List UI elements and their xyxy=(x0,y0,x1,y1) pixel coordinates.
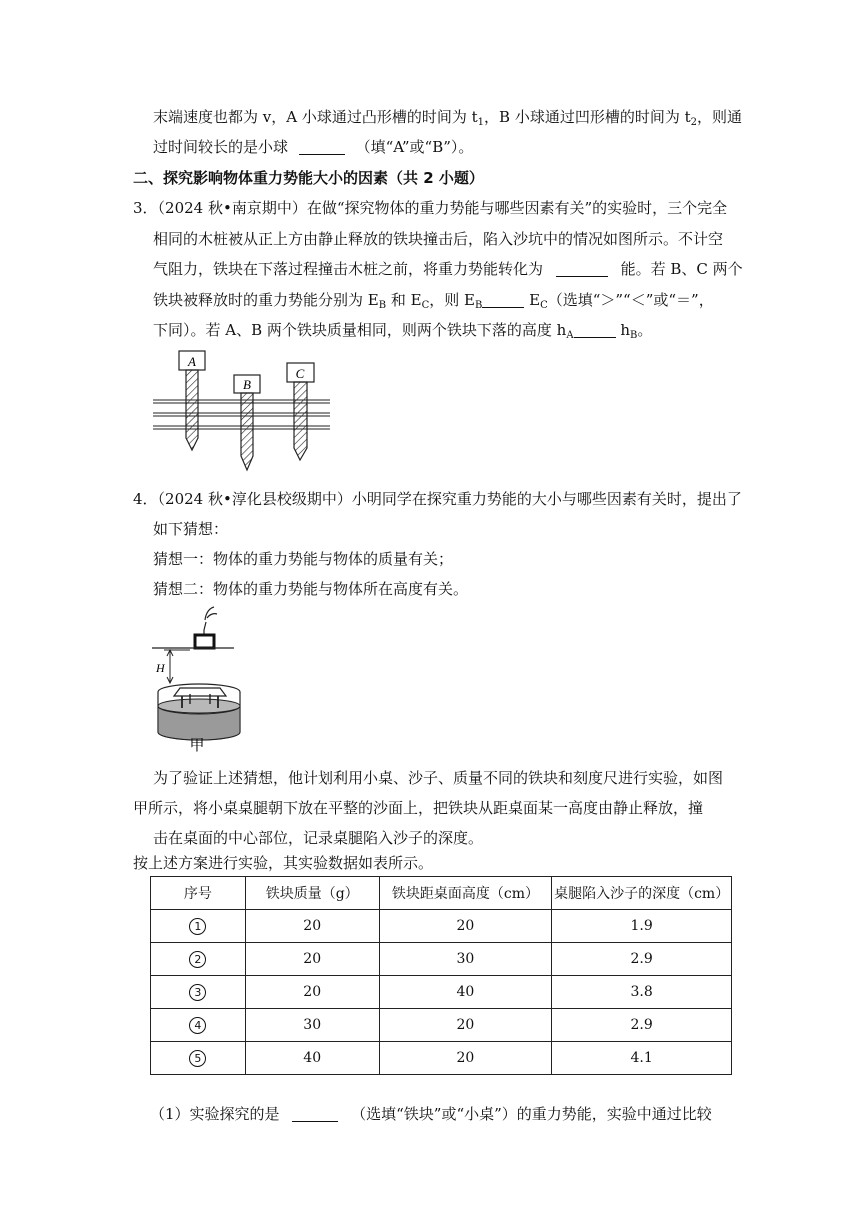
row-index: 5 xyxy=(189,1050,206,1067)
q4-para-1: 为了验证上述猜想，他计划利用小桌、沙子、质量不同的铁块和刻度尺进行实验，如图 xyxy=(153,769,724,787)
small-table xyxy=(174,688,226,696)
row-index: 2 xyxy=(189,951,206,968)
table-row xyxy=(151,910,732,943)
cell-depth: 2.9 xyxy=(552,943,732,976)
q4-guess-1: 猜想一：物体的重力势能与物体的质量有关； xyxy=(153,550,454,568)
hand-icon xyxy=(204,607,217,630)
table-header-row xyxy=(151,877,732,910)
data-table xyxy=(150,876,732,1075)
answer-blank[interactable] xyxy=(556,261,608,277)
cell-height: 30 xyxy=(379,943,552,976)
table-row xyxy=(151,1009,732,1042)
q2-line-2: 过时间较长的是小球 （填“A”或“B”）。 xyxy=(153,138,474,156)
cell-depth: 2.9 xyxy=(552,1009,732,1042)
label-h: H xyxy=(156,661,165,675)
q3-line-1: 3．（2024 秋•南京期中）在做“探究物体的重力势能与哪些因素有关”的实验时，三个完全 xyxy=(133,199,728,217)
table-row xyxy=(151,1042,732,1075)
cell-mass: 20 xyxy=(245,910,379,943)
cell-mass: 20 xyxy=(245,943,379,976)
cell-height: 20 xyxy=(379,910,552,943)
header-mass: 铁块质量（g） xyxy=(245,877,379,910)
cell-height: 20 xyxy=(379,1042,552,1075)
cell-depth: 4.1 xyxy=(552,1042,732,1075)
q4-line-2: 如下猜想： xyxy=(153,520,229,538)
q3-line-5: 下同）。若 A、B 两个铁块质量相同，则两个铁块下落的高度 $h_A$ $h_B$。 xyxy=(153,321,653,341)
cell-height: 40 xyxy=(379,976,552,1009)
cell-depth: 3.8 xyxy=(552,976,732,1009)
label-b: B xyxy=(243,377,251,392)
q3-line-3: 气阻力，铁块在下落过程撞击木桩之前，将重力势能转化为 能。若 B、C 两个 xyxy=(153,260,743,278)
q4-line-1: 4．（2024 秋•淳化县校级期中）小明同学在探究重力势能的大小与哪些因素有关时，提出了 xyxy=(133,490,742,508)
row-index: 4 xyxy=(189,1017,206,1034)
answer-blank[interactable] xyxy=(482,292,524,308)
q4-sub-1: （1）实验探究的是 （选填“铁块”或“小桌”）的重力势能，实验中通过比较 xyxy=(150,1105,712,1123)
cell-height: 20 xyxy=(379,1009,552,1042)
q4-para-4: 按上述方案进行实验，其实验数据如表所示。 xyxy=(133,854,434,872)
q2-line-1: 末端速度也都为 v，A 小球通过凸形槽的时间为 $t_1$，B 小球通过凹形槽的时间为 $t_2$，则通 xyxy=(153,108,743,128)
table-row xyxy=(151,943,732,976)
table-sand-figure xyxy=(150,602,250,754)
cell-mass: 40 xyxy=(245,1042,379,1075)
q3-line-4: 铁块被释放时的重力势能分别为 $E_B$ 和 $E_C$，则 $E_B$ $E_C$（选填“＞”“＜”或“＝”， xyxy=(153,291,714,311)
cell-depth: 1.9 xyxy=(552,910,732,943)
table-row xyxy=(151,976,732,1009)
cell-mass: 20 xyxy=(245,976,379,1009)
section-title: 二、探究影响物体重力势能大小的因素（共 2 小题） xyxy=(133,169,484,187)
iron-block xyxy=(195,635,214,648)
header-height: 铁块距桌面高度（cm） xyxy=(379,877,552,910)
row-index: 3 xyxy=(189,984,206,1001)
figure-caption: 甲 xyxy=(189,736,205,754)
answer-blank[interactable] xyxy=(292,1106,338,1122)
label-a: A xyxy=(188,354,196,369)
header-depth: 桌腿陷入沙子的深度（cm） xyxy=(552,877,732,910)
stakes-figure xyxy=(150,348,335,473)
cell-mass: 30 xyxy=(245,1009,379,1042)
label-c: C xyxy=(295,366,305,381)
q3-line-2: 相同的木桩被从正上方由静止释放的铁块撞击后，陷入沙坑中的情况如图所示。不计空 xyxy=(153,230,724,248)
header-index: 序号 xyxy=(151,877,246,910)
answer-blank[interactable] xyxy=(299,139,345,155)
q4-para-3: 击在桌面的中心部位，记录桌腿陷入沙子的深度。 xyxy=(153,829,484,847)
row-index: 1 xyxy=(189,918,206,935)
q4-guess-2: 猜想二：物体的重力势能与物体所在高度有关。 xyxy=(153,580,469,598)
answer-blank[interactable] xyxy=(574,322,616,338)
q4-para-2: 甲所示，将小桌桌腿朝下放在平整的沙面上，把铁块从距桌面某一高度由静止释放，撞 xyxy=(133,799,704,817)
